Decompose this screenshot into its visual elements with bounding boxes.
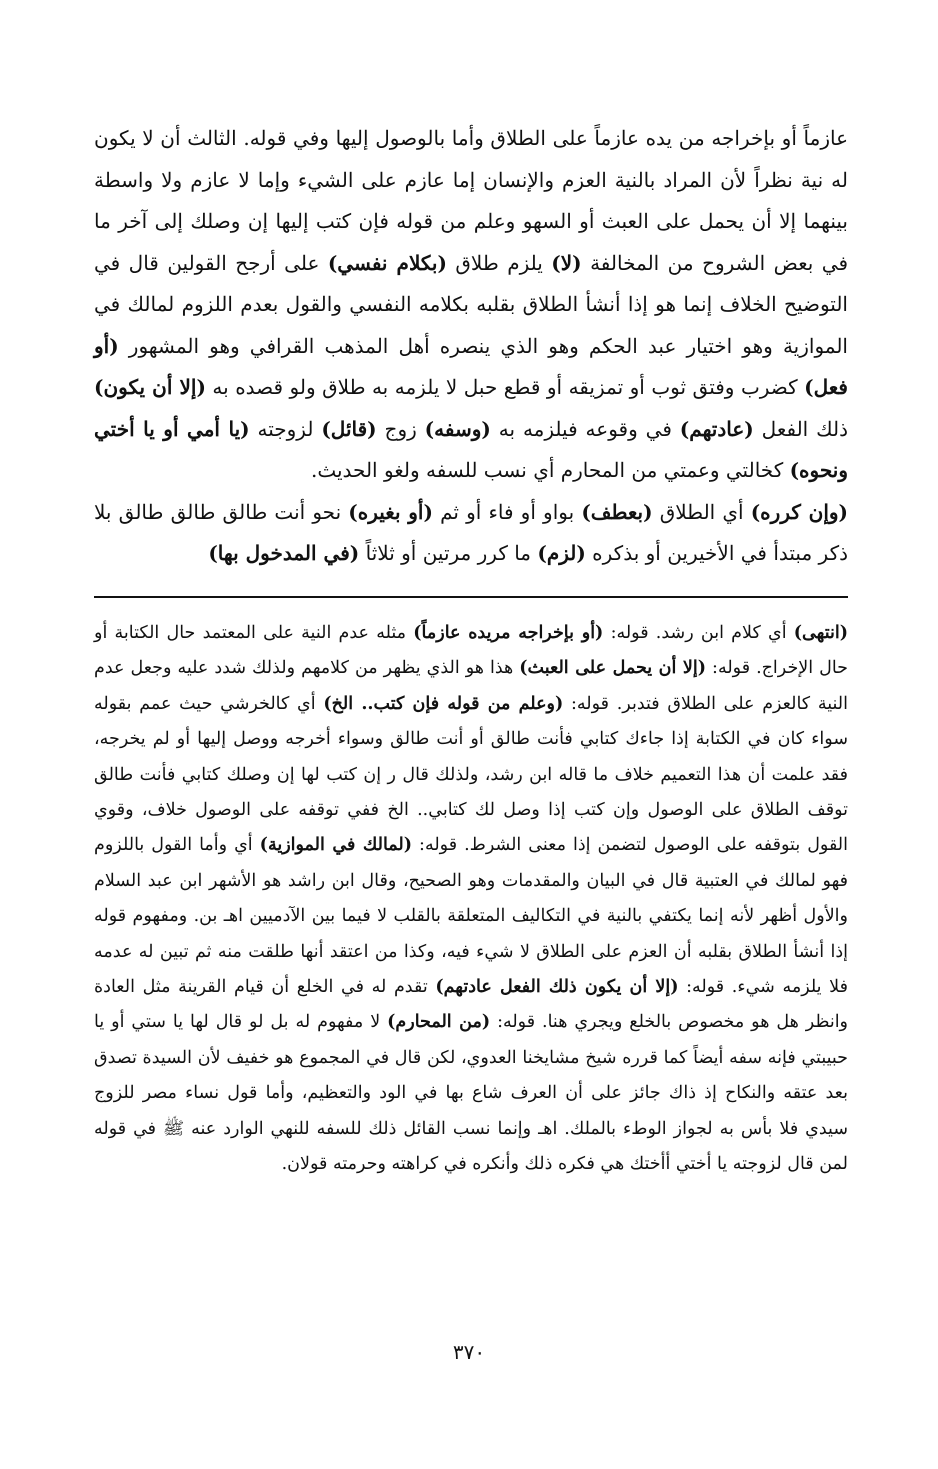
text-span: تقدم له في الخلع أن قيام القرينة مثل العادة وانظر هل هو مخصوص بالخلع ويجري هنا. قوله: xyxy=(94,977,849,1033)
text-span: بواو أو فاء أو ثم xyxy=(432,499,582,524)
bold-term: (أو بإخراجه مريده عازماً) xyxy=(413,623,604,643)
bold-term: (إلا أن يكون) xyxy=(94,375,206,399)
text-span: أي الطلاق xyxy=(652,499,751,524)
bold-term: (وعلم من قوله فإن كتب.. الخ) xyxy=(323,693,564,714)
bold-term: (قائل) xyxy=(321,416,377,441)
footnote-divider xyxy=(94,596,848,598)
text-span: عازماً أو بإخراجه من يده عازماً على الطلاق وأما بالوصول إليها وفي قوله. الثالث أن لا يكون له نية نظراً لأن المراد بالنية العزم والإنسان إما عازم على الشيء وإما لا عازم ولا واسطة بينهما إلا أن يحمل على العبث أو السهو وعلم من قوله فإن كتب إليها إن وصلك إلى آخر ما في بعض الشروح من المخالفة xyxy=(94,126,849,275)
text-span: في وقوعه فيلزمه به xyxy=(490,416,680,441)
bold-term: (لمالك في الموازية) xyxy=(259,835,413,856)
bold-term: (وسفه) xyxy=(424,416,491,441)
bold-term: (لزم) xyxy=(537,541,586,565)
bold-term: (في المدخول بها) xyxy=(208,541,360,565)
text-span: كخالتي وعمتي من المحارم أي نسب للسفه ولغو الحديث. xyxy=(310,458,790,482)
text-span: زوج xyxy=(376,416,425,441)
page-number: ٣٧٠ xyxy=(452,1340,486,1364)
text-span: أي كالخرشي حيث عمم بقوله سواء كان في الكتابة إذا جاءك كتابي فأنت طالق أو أنت طالق وسواء أخرجه ووصل إليها أو لم يخرجه، فقد علمت أن هذا التعميم خلاف ما قاله ابن رشد، ولذلك قال ر إن كتب لها إن وصلك كتابي فأنت طالق توقف الطلاق على الوصول وإن كتب إذا وصل لك كتابي.. الخ ففي توقفه على الوصول خلاف، وقوي القول بتوقفه على الوصول لتضمن إذا معنى الشرط. قوله: xyxy=(94,693,849,856)
text-span: لزوجته xyxy=(249,416,322,441)
bold-term: (بعطف) xyxy=(581,499,653,524)
text-span: يلزم طلاق xyxy=(446,250,552,275)
text-span: ما كرر مرتين أو ثلاثاً xyxy=(359,541,538,565)
text-span: كضرب وفتق ثوب أو تمزيقه أو قطع حبل لا يلزمه به طلاق ولو قصده به xyxy=(205,375,805,399)
bold-term: (أو فعل) xyxy=(94,333,848,399)
footnotes xyxy=(94,616,848,1183)
bold-term: (بكلام نفسي) xyxy=(327,250,447,275)
text-span: أي وأما القول باللزوم فهو لمالك في العتبية قال في البيان والمقدمات وهو الصحيح، وقال ابن راشد هو الأشهر ابن عبد السلام والأول أظهر لأنه إنما يكتفي بالنية في التكاليف المتعلقة بالقلب لا فيما بين الآدميين اهـ بن. ومفهوم قوله إذا أنشأ الطلاق بقلبه أن العزم على الطلاق لا شيء فيه، وكذا من اعتقد أنها طلقت منه ثم تبين له عدمه فلا يلزمه شيء. قوله: xyxy=(94,835,848,998)
text-span: مثله عدم النية على المعتمد حال الكتابة أو حال الإخراج. قوله: xyxy=(94,623,848,679)
bold-term: (من المحارم) xyxy=(387,1012,491,1033)
main-text-block xyxy=(94,118,848,575)
bold-term: (إلا أن يكون ذلك الفعل عادتهم) xyxy=(435,977,679,998)
paragraph-2 xyxy=(94,492,848,575)
text-span: هذا هو الذي يظهر من كلامهم ولذلك شدد عليه وجعل عدم النية كالعزم على الطلاق فتدبر. قوله: xyxy=(94,658,848,714)
text-span: ذلك الفعل xyxy=(753,416,848,441)
bold-term: (وإن كرره) xyxy=(750,499,848,524)
bold-term: (يا أمي أو يا أختي ونحوه) xyxy=(94,416,848,482)
paragraph-1 xyxy=(94,118,848,492)
text-span: لا مفهوم له بل لو قال لها يا ستي أو يا حبيبتي فإنه سفه أيضاً كما قرره شيخ مشايخنا العدوي، لكن قال في المجموع هو خفيف لأن السيدة تصدق بعد عتقه والنكاح إذ ذاك جائز على أن العرف شاع بها في الود والتعظيم، وأما قول نساء مصر للزوج سيدي فلا بأس به لجواز الوطء بالملك. اهـ وإنما نسب القائل ذلك للسفه للنهي الوارد عنه ﷺ في قوله لمن قال لزوجته يا أختي أأختك هي فكره ذلك وأنكره في كراهته وحرمته قولان. xyxy=(94,1012,848,1175)
main-text xyxy=(94,118,848,575)
bold-term: (لا) xyxy=(551,250,582,275)
bold-term: (انتهى) xyxy=(793,623,849,643)
bold-term: (إلا أن يحمل على العبث) xyxy=(519,658,707,679)
text-span: على أرجح القولين قال في التوضيح الخلاف إنما هو إذا أنشأ الطلاق بقلبه بكلامه النفسي والقول بعدم اللزوم لمالك في الموازية وهو اختيار عبد الحكم وهو الذي ينصره أهل المذهب القرافي وهو المشهور xyxy=(94,250,848,358)
text-span: أي كلام ابن رشد. قوله: xyxy=(603,623,794,643)
bold-term: (أو بغيره) xyxy=(348,499,433,524)
bold-term: (عادتهم) xyxy=(679,416,754,441)
text-span: نحو أنت طالق طالق طالق بلا ذكر مبتدأ في الأخيرين أو بذكره xyxy=(94,499,848,565)
